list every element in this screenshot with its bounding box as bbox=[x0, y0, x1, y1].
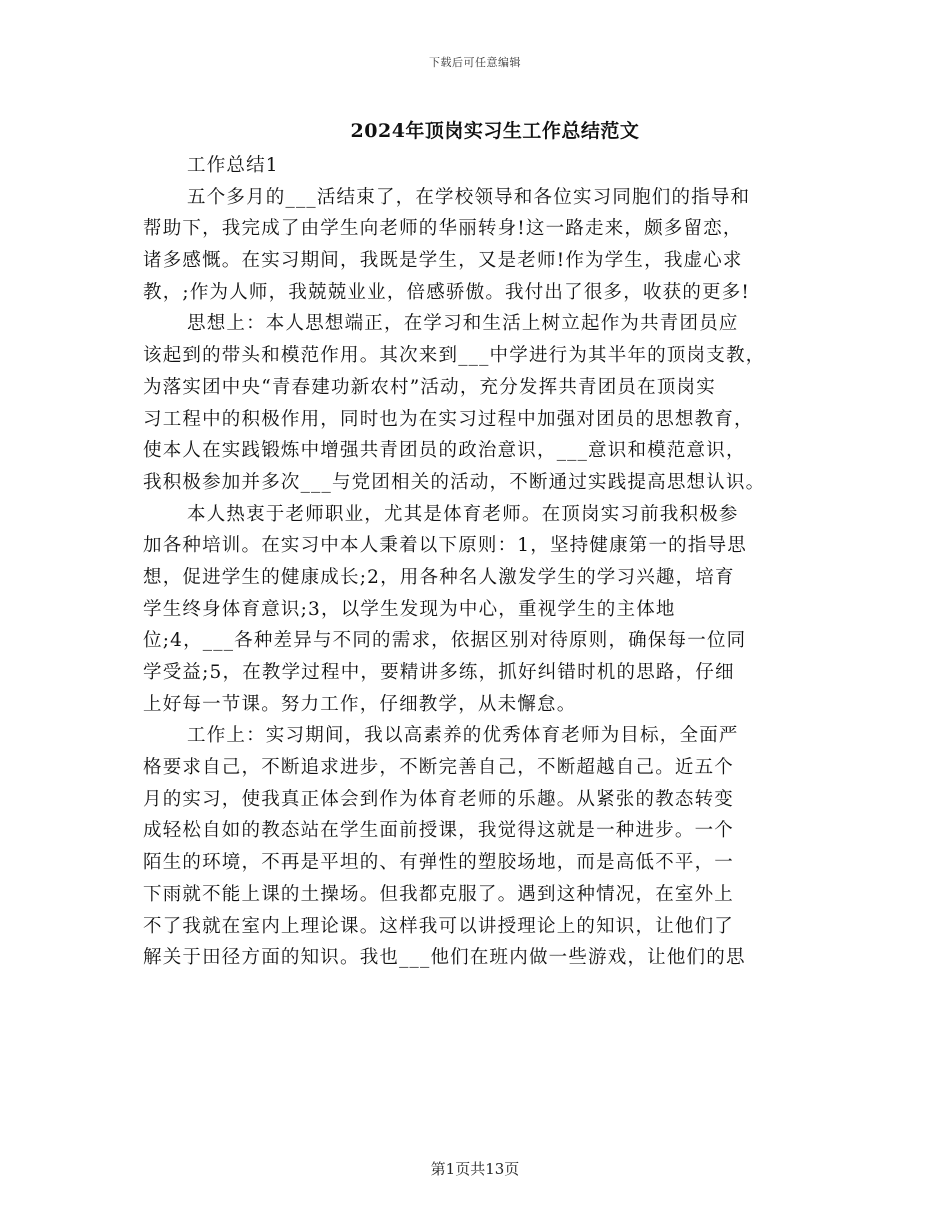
paragraph-line: 五个多月的___活结束了，在学校领导和各位实习同胞们的指导和 bbox=[187, 186, 751, 208]
paragraph-line: 该起到的带头和模范作用。其次来到___中学进行为其半年的顶岗支教， bbox=[143, 345, 766, 367]
paragraph-line: 使本人在实践锻炼中增强共青团员的政治意识，___意识和模范意识， bbox=[143, 440, 746, 462]
paragraph-line: 学受益;5，在教学过程中，要精讲多练，抓好纠错时机的思路，仔细 bbox=[143, 662, 735, 683]
section-heading: 工作总结1 bbox=[187, 155, 279, 176]
header-note: 下载后可任意编辑 bbox=[429, 56, 521, 69]
paragraph-line: 上好每一节课。努力工作，仔细教学，从未懈怠。 bbox=[143, 693, 577, 715]
paragraph-line: 想，促进学生的健康成长;2，用各种名人激发学生的学习兴趣，培育 bbox=[143, 566, 735, 588]
paragraph-line: 本人热衷于老师职业，尤其是体育老师。在顶岗实习前我积极参 bbox=[187, 503, 739, 525]
paragraph-line: 加各种培训。在实习中本人秉着以下原则：1，坚持健康第一的指导思 bbox=[143, 535, 747, 557]
paragraph-line: 成轻松自如的教态站在学生面前授课，我觉得这就是一种进步。一个 bbox=[143, 820, 735, 842]
paragraph-line: 为落实团中央“青春建功新农村”活动，充分发挥共青团员在顶岗实 bbox=[143, 376, 716, 398]
paragraph-line: 下雨就不能上课的土操场。但我都克服了。遇到这种情况，在室外上 bbox=[143, 883, 735, 905]
page-number: 第1页共13页 bbox=[430, 1160, 520, 1178]
paragraph-line: 位;4，___各种差异与不同的需求，依据区别对待原则，确保每一位同 bbox=[143, 630, 747, 652]
paragraph-line: 教，;作为人师，我兢兢业业，倍感骄傲。我付出了很多，收获的更多! bbox=[143, 281, 751, 303]
paragraph-line: 不了我就在室内上理论课。这样我可以讲授理论上的知识，让他们了 bbox=[143, 915, 735, 937]
paragraph-line: 思想上：本人思想端正，在学习和生活上树立起作为共青团员应 bbox=[187, 313, 739, 335]
paragraph-line: 陌生的环境，不再是平坦的、有弹性的塑胶场地，而是高低不平，一 bbox=[143, 852, 735, 874]
paragraph-line: 我积极参加并多次___与党团相关的活动，不断通过实践提高思想认识。 bbox=[143, 471, 766, 493]
paragraph-line: 解关于田径方面的知识。我也___他们在班内做一些游戏，让他们的思 bbox=[143, 947, 746, 969]
paragraph-line: 帮助下，我完成了由学生向老师的华丽转身!这一路走来，颇多留恋， bbox=[143, 218, 743, 240]
paragraph-line: 格要求自己，不断追求进步，不断完善自己，不断超越自己。近五个 bbox=[143, 757, 735, 779]
paragraph-line: 诸多感慨。在实习期间，我既是学生，又是老师!作为学生，我虚心求 bbox=[143, 250, 743, 272]
document-body bbox=[143, 150, 815, 974]
paragraph-line: 习工程中的积极作用，同时也为在实习过程中加强对团员的思想教育， bbox=[143, 408, 754, 430]
paragraph-line: 学生终身体育意识;3，以学生发现为中心，重视学生的主体地 bbox=[143, 598, 676, 620]
paragraph-line: 月的实习，使我真正体会到作为体育老师的乐趣。从紧张的教态转变 bbox=[143, 788, 735, 810]
paragraph-line: 工作上：实习期间，我以高素养的优秀体育老师为目标，全面严 bbox=[187, 725, 739, 747]
document-title: 2024年顶岗实习生工作总结范文 bbox=[350, 120, 640, 142]
